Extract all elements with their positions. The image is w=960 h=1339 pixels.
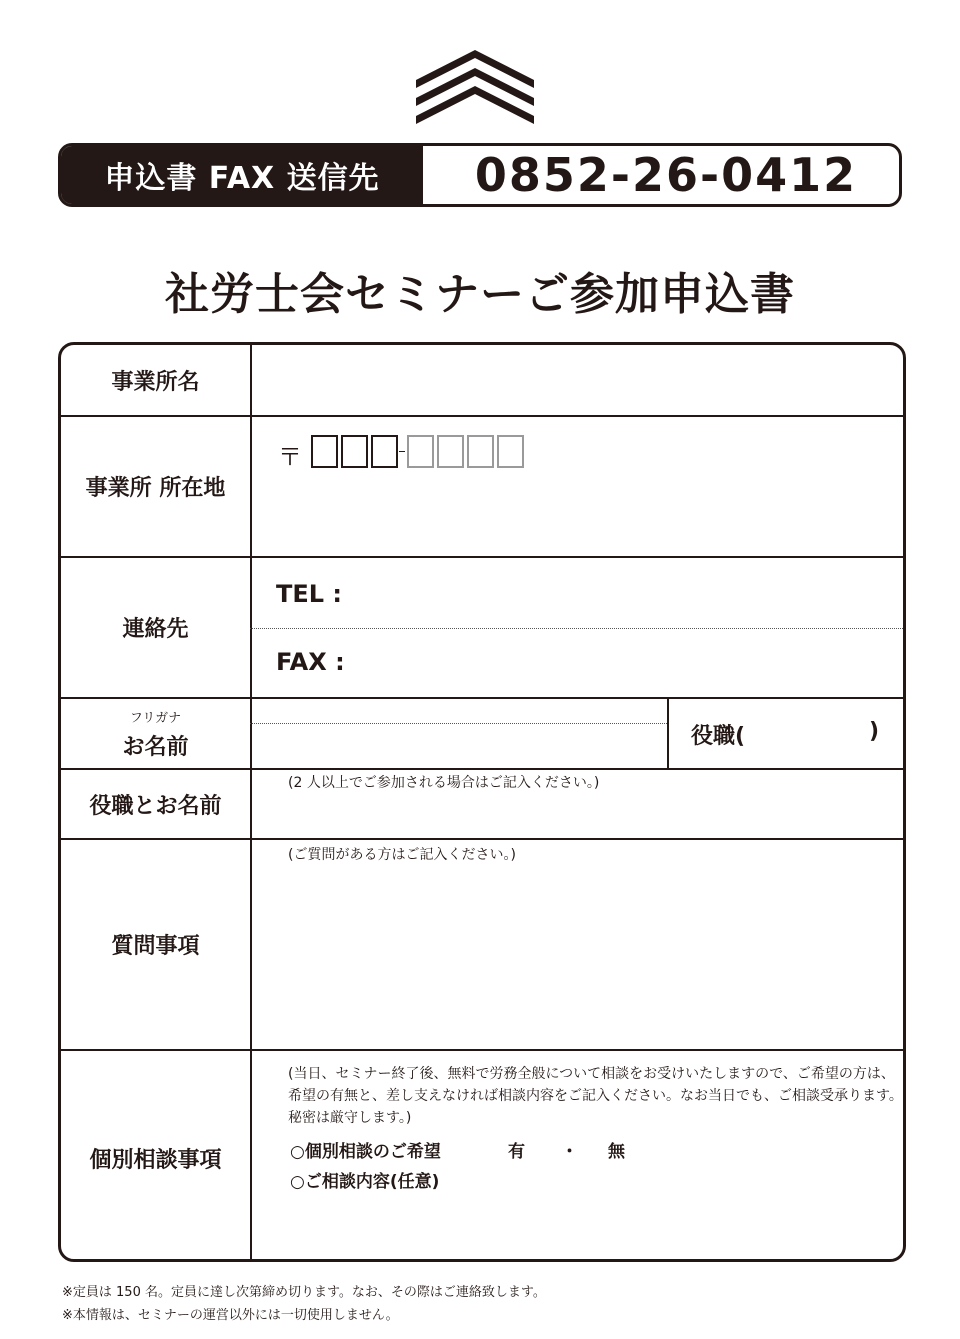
application-form: [58, 342, 906, 1262]
furigana-label: フリガナ: [129, 710, 182, 726]
tel-label: TEL :: [276, 580, 343, 608]
position-close: ): [868, 719, 879, 744]
page-title: 社労士会セミナーご参加申込書: [165, 269, 795, 320]
consultation-label: 個別相談事項: [61, 1051, 252, 1262]
office-name-row: [61, 345, 903, 417]
consultation-option-2: ○ご相談内容(任意): [290, 1172, 440, 1192]
name-label: お名前: [122, 734, 189, 760]
consultation-note-1: (当日、セミナー終了後、無料で労務全般について相談をお受けいたしますので、ご希望の方は、: [288, 1066, 895, 1082]
postal-code-boxes[interactable]: [278, 431, 524, 472]
consultation-separator: ・: [561, 1142, 578, 1162]
office-address-field[interactable]: [250, 417, 903, 556]
postal-mark: 〒: [278, 443, 302, 471]
consultation-note-3: 秘密は厳守します。): [288, 1110, 412, 1126]
multi-attendee-row: [61, 770, 903, 840]
question-field[interactable]: [250, 840, 903, 1049]
fax-number: 0852-26-0412: [474, 148, 858, 202]
multi-attendee-note: (2 人以上でご参加される場合はご記入ください。): [288, 775, 600, 791]
contact-row: [61, 558, 903, 699]
consultation-yes[interactable]: 有: [508, 1142, 525, 1162]
position-label: 役職(: [691, 724, 746, 749]
consultation-note-2: 希望の有無と、差し支えなければ相談内容をご記入ください。なお当日でも、ご相談受承ります。: [288, 1088, 903, 1104]
multi-attendee-label: 役職とお名前: [61, 770, 252, 838]
contact-label: 連絡先: [61, 558, 252, 697]
question-label: 質問事項: [61, 840, 252, 1049]
footer-note-2: ※本情報は、セミナーの運営以外には一切使用しません。: [62, 1308, 399, 1323]
fax-field-label: FAX :: [276, 648, 345, 676]
contact-fields[interactable]: [250, 558, 903, 697]
consultation-option-1: ○個別相談のご希望: [290, 1142, 441, 1162]
consultation-row: [61, 1051, 903, 1262]
name-row: [61, 699, 903, 770]
position-field[interactable]: [669, 699, 903, 768]
footer-note-1: ※定員は 150 名。定員に達し次第締め切ります。なお、その際はご連絡致します。: [62, 1285, 546, 1300]
fax-destination-bar: [58, 143, 902, 207]
office-name-field[interactable]: [250, 345, 903, 415]
name-field[interactable]: [250, 699, 903, 768]
multi-attendee-field[interactable]: [250, 770, 903, 838]
question-note: (ご質問がある方はご記入ください。): [288, 847, 516, 863]
name-label-cell: [61, 699, 252, 768]
office-name-label: 事業所名: [61, 345, 252, 415]
fax-destination-label: 申込書 FAX 送信先: [61, 146, 423, 204]
consultation-field[interactable]: [250, 1051, 903, 1262]
chevron-up-icon: [416, 50, 534, 124]
question-row: [61, 840, 903, 1051]
office-address-row: [61, 417, 903, 558]
consultation-no[interactable]: 無: [608, 1142, 625, 1162]
office-address-label: 事業所 所在地: [61, 417, 252, 556]
